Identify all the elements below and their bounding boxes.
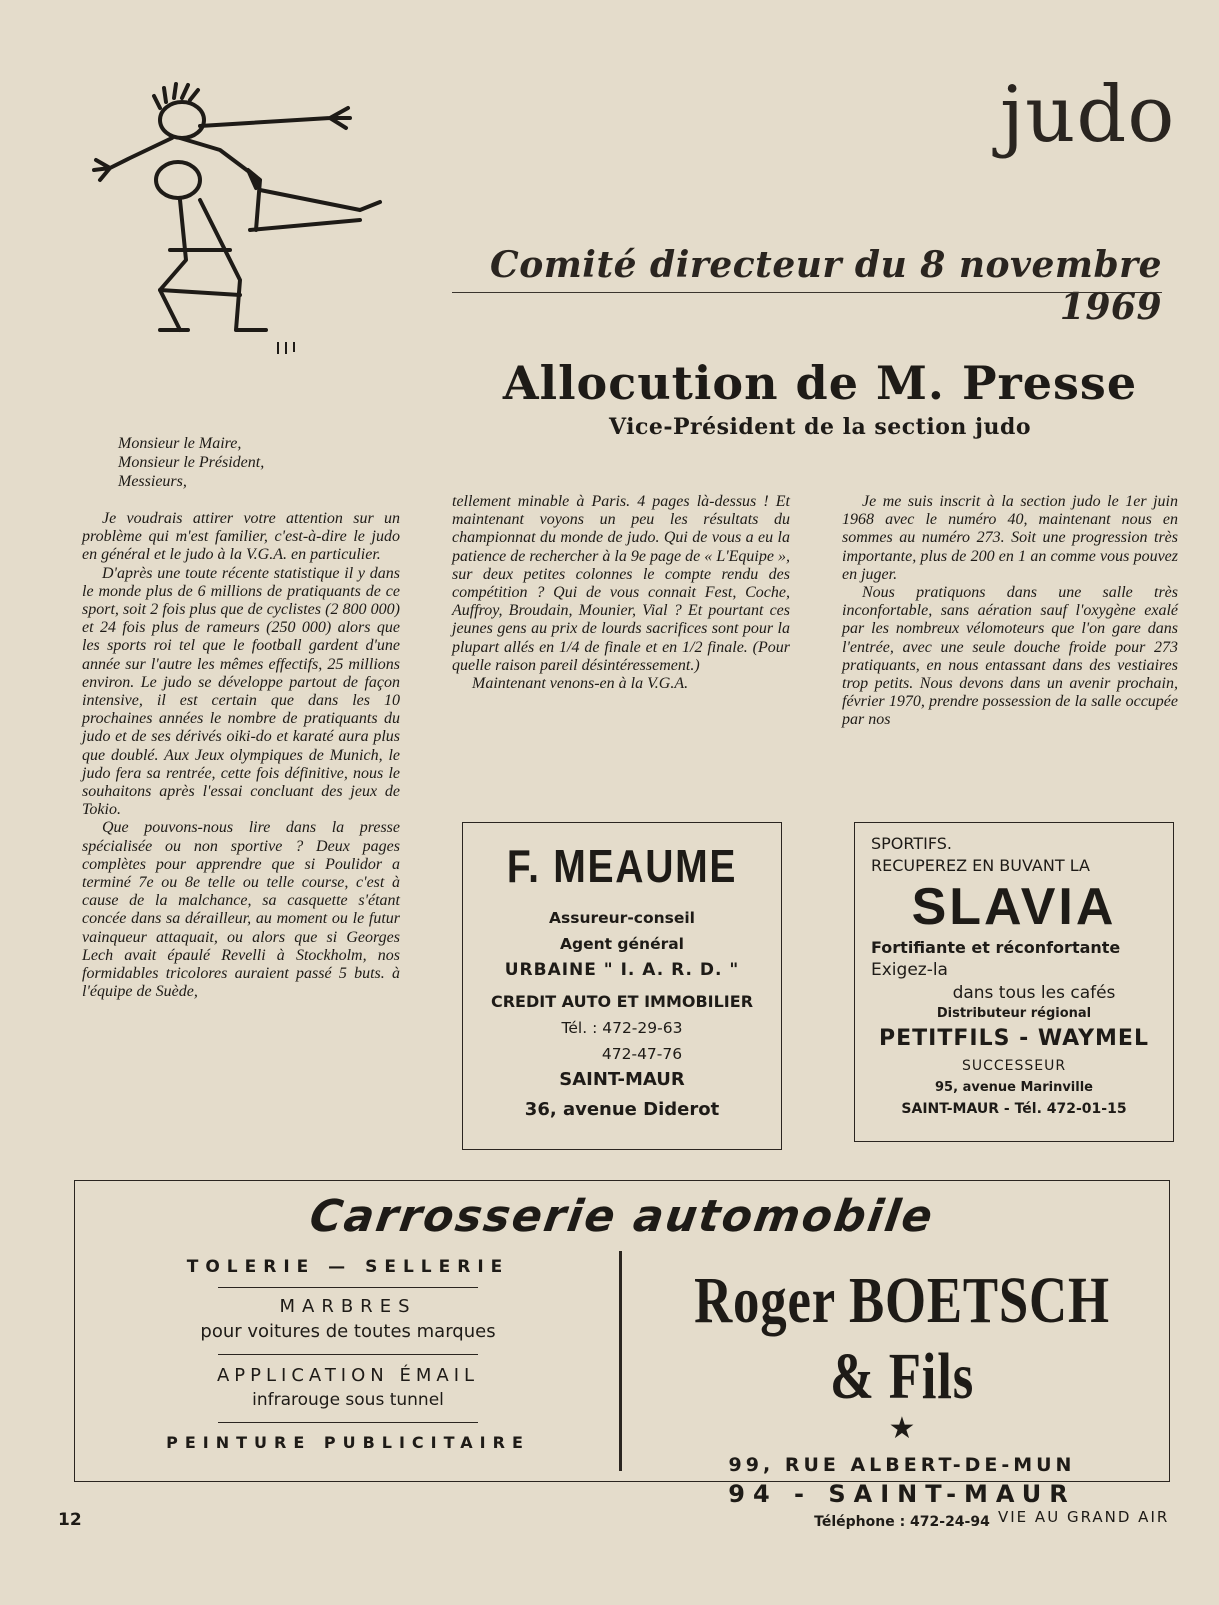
service-line: MARBRES [279, 1296, 417, 1317]
ad-boetsch-company-block [635, 1257, 1169, 1530]
paragraph: Je me suis inscrit à la section judo le 1er juin 1968 avec le numéro 40, maintenant nous en sommes au numéro 273. Soit une progression très importante, plus de 200 en 1 an comme vous pouvez en juger. [842, 493, 1178, 583]
ad-slavia-line1: SPORTIFS. [871, 834, 953, 853]
paragraph: Nous pratiquons dans une salle très inconfortable, sans aération sauf l'oxygène exalé par les nombreux vélomoteurs que l'on gare dans l'entrée, avec une seule douche froide pour 273 pratiquants, en nous entassant dans des vestiaires trop petits. Nous devons dans un avenir prochain, février 1970, prendre possession de la salle occupée par nos [842, 584, 1178, 729]
ad-line: Tél. : 472-29-63 [561, 1019, 683, 1037]
salutation-line: Monsieur le Président, [118, 454, 265, 471]
ad-slavia-tag: dans tous les cafés [952, 983, 1116, 1003]
article-headline: Allocution de M. Presse [502, 356, 1138, 410]
ad-boetsch-title: Carrosserie automobile [306, 1191, 938, 1242]
article-column-3 [842, 493, 1178, 730]
ad-line: URBAINE " I. A. R. D. " [504, 960, 740, 980]
ad-boetsch-phone: Téléphone : 472-24-94 [814, 1514, 990, 1530]
salutation-line: Messieurs, [118, 473, 187, 490]
ad-line: 472-47-76 [601, 1045, 683, 1063]
ad-boetsch-city: 94 - SAINT-MAUR [728, 1480, 1076, 1508]
paragraph: D'après une toute récente statistique il y dans le monde plus de 6 millions de pratiquants de ce sport, soit 2 fois plus que de cyclistes (2 800 000) et 24 fois plus de rameurs (250 000) alors que les sports roi tel que le football gardent d'une année sur l'autre les mêmes effectifs, 25 millions environ. Le judo se développe partout de façon intensive, il est certain que dans les 10 prochaines années le nombre de pratiquants du judo et de ses dérivés oiki-do et karaté aura plus que doublé. Aux Jeux olympiques de Munich, le judo fera sa rentrée, cette fois définitive, nous le souhaitons après l'essai concluant des jeux de Tokio. [82, 564, 400, 819]
paragraph: Je voudrais attirer votre attention sur un problème qui m'est familier, c'est-à-dire le judo en général et le judo à la V.G.A. en particulier. [82, 510, 400, 564]
page-number: 12 [58, 1510, 82, 1530]
ad-meaume-name: F. MEAUME [506, 840, 738, 892]
ad-slavia-line2: RECUPEREZ EN BUVANT LA [871, 856, 1090, 875]
ad-boetsch-services [75, 1257, 621, 1452]
ad-boetsch-address: 99, RUE ALBERT-DE-MUN [728, 1454, 1076, 1476]
ad-slavia-dist: Distributeur régional [936, 1006, 1092, 1021]
article-subhead: Vice-Président de la section judo [608, 414, 1032, 440]
section-title: judo [1000, 70, 1176, 160]
ad-line: SAINT-MAUR [559, 1069, 685, 1090]
service-line: TOLERIE — SELLERIE [186, 1257, 510, 1277]
ad-slavia-company: PETITFILS - WAYMEL [879, 1026, 1149, 1051]
salutation-line: Monsieur le Maire, [118, 435, 242, 452]
ad-line: Assureur-conseil [549, 909, 695, 927]
ad-slavia-successor: SUCCESSEUR [961, 1058, 1067, 1074]
salutation [118, 434, 398, 491]
paragraph: Maintenant venons-en à la V.G.A. [472, 675, 689, 693]
ad-line: Agent général [559, 935, 684, 953]
ad-meaume [462, 822, 782, 1150]
service-line: pour voitures de toutes marques [200, 1321, 496, 1342]
magazine-name: VIE AU GRAND AIR [998, 1508, 1170, 1526]
star-icon: ★ [888, 1411, 916, 1446]
ad-slavia-city: SAINT-MAUR - Tél. 472-01-15 [901, 1101, 1127, 1117]
paragraph: Que pouvons-nous lire dans la presse spécialisée ou non sportive ? Deux pages complètes pour apprendre que si Poulidor a terminé 7e ou 8e telle ou telle course, c'est à cause de la malchance, sa casquette s'étant concée dans sa dérailleur, au moment ou le futur vainqueur attaquait, ou alors que si Georges Lech avait épaulé Revelli à Stockholm, nos formidables tricolores auraient passé 5 buts. à l'équipe de Suède, [82, 819, 400, 1001]
service-line: infrarouge sous tunnel [252, 1390, 444, 1410]
judo-cartoon-illustration [60, 80, 410, 360]
ad-slavia [854, 822, 1174, 1142]
article-column-1 [82, 510, 400, 1001]
service-line: PEINTURE PUBLICITAIRE [166, 1433, 530, 1452]
article-column-2 [452, 493, 790, 693]
ad-slavia-tag: Fortifiante et réconfortante [871, 938, 1121, 957]
ad-slavia-brand: SLAVIA [911, 878, 1117, 936]
meeting-title: Comité directeur du 8 novembre 1969 [490, 244, 1162, 328]
ad-boetsch-company: Roger BOETSCH & Fils [694, 1264, 1110, 1413]
ad-slavia-address: 95, avenue Marinville [935, 1080, 1093, 1095]
title-rule [452, 292, 1162, 293]
service-line: APPLICATION ÉMAIL [216, 1365, 480, 1386]
ad-slavia-tag: Exigez-la [871, 960, 948, 980]
paragraph: tellement minable à Paris. 4 pages là-dessus ! Et maintenant voyons un peu les résultats du championnat du monde de judo. Qui de vous a eu la patience de rechercher à la 9e page de « L'Equipe », sur deux petites colonnes le compte rendu des compétition ? Qui de vous connait Fest, Coche, Auffroy, Broudain, Mounier, Vial ? Et pourtant ces jeunes gens au prix de lourds sacrifices sont pour la plupart allés en 1/4 de finale et en 1/2 finale. (Pour quelle raison pareil désintéressement.) [452, 493, 790, 674]
ad-line: 36, avenue Diderot [524, 1099, 720, 1120]
ad-line: CREDIT AUTO ET IMMOBILIER [490, 992, 754, 1011]
